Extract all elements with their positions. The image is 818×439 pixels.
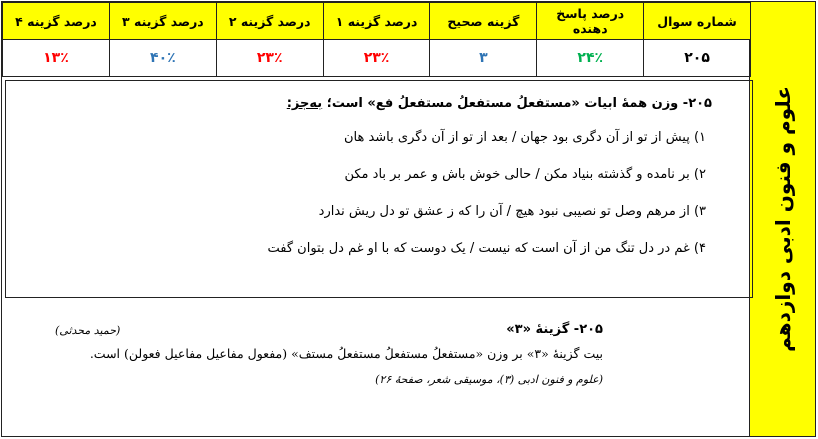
header-option-2-percent: درصد گزینه ۲ (216, 3, 323, 40)
option-1: ۱) پیش از تو از آن دگری بود جهان / بعد از تو از آن دگری باشد هان (343, 130, 706, 145)
value-option-1-percent: ۲۳٪ (323, 40, 430, 77)
option-3: ۳) از مرهم وصل تو نصیبی نبود هیچ / آن را که ز عشق تو دل ریش ندارد (318, 204, 706, 219)
value-option-2-percent: ۲۳٪ (216, 40, 323, 77)
header-question-number: شماره سوال (644, 3, 751, 40)
question-prefix: ۲۰۵- وزن همهٔ ابیات «مستفعلُ مستفعلُ مستفعلُ فع» است؛ (326, 96, 712, 111)
header-option-4-percent: درصد گزینه ۴ (3, 3, 110, 40)
value-option-4-percent: ۱۳٪ (3, 40, 110, 77)
option-2: ۲) بر نامده و گذشته بنیاد مکن / حالی خوش باش و عمر بر باد مکن (344, 167, 706, 182)
value-question-number: ۲۰۵ (644, 40, 751, 77)
question-card (1, 1, 816, 437)
question-except: به‌جز: (286, 96, 323, 111)
stats-value-row (3, 40, 751, 77)
header-option-3-percent: درصد گزینه ۳ (109, 3, 216, 40)
answer-author: (حمید محدثی) (55, 324, 121, 337)
option-4: ۴) غم در دل تنگ من از آن است که نیست / یک دوست که با او غم دل بتوان گفت (267, 241, 706, 256)
answer-explanation: بیت گزینهٔ «۳» بر وزن «مستفعلُ مستفعلُ مستفعلُ مستف» (مفعول مفاعیل مفاعیل فعولن) است. (89, 346, 603, 361)
question-box (5, 80, 753, 298)
question-text (26, 96, 712, 111)
answer-header (55, 322, 603, 337)
answer-box (5, 300, 753, 436)
answer-reference: (علوم و فنون ادبی (۳)، موسیقی شعر، صفحهٔ ۲۶) (375, 373, 603, 386)
stats-table (2, 2, 751, 77)
subject-title: علوم و فنون ادبی دوازدهم (770, 86, 795, 352)
value-response-percent: ۲۴٪ (537, 40, 644, 77)
answer-title: ۲۰۵- گزینهٔ «۳» (506, 322, 603, 337)
stats-header-row (3, 3, 751, 40)
value-option-3-percent: ۴۰٪ (109, 40, 216, 77)
header-correct-option: گزینه صحیح (430, 3, 537, 40)
side-banner (749, 2, 815, 436)
value-correct-option: ۳ (430, 40, 537, 77)
header-option-1-percent: درصد گزینه ۱ (323, 3, 430, 40)
header-response-percent: درصد پاسخ دهنده (537, 3, 644, 40)
